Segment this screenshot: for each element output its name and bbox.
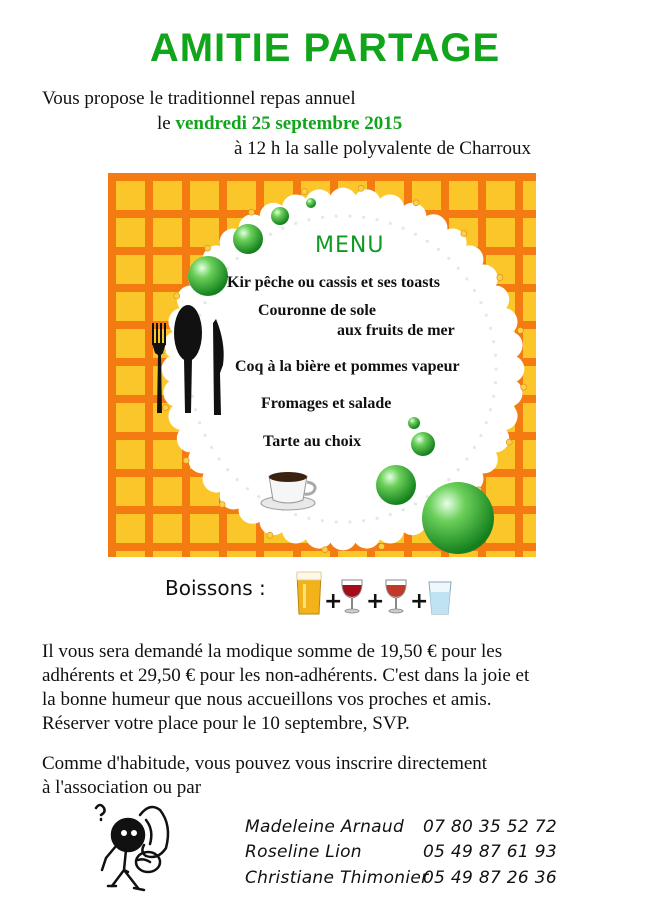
doily-dot [489, 327, 492, 330]
rose-wine-glass-icon [386, 580, 406, 613]
doily-dot [281, 227, 284, 230]
doily-dot [246, 487, 249, 490]
doily-dot [218, 457, 221, 460]
doily-dot [294, 513, 297, 516]
doily-dot [489, 408, 492, 411]
doily-dot [437, 248, 440, 251]
contact-phone: 07 80 35 52 72 [423, 817, 557, 837]
paragraph-line: Il vous sera demandé la modique somme de 19,50 € pour les [42, 641, 503, 662]
contact-name: Madeleine Arnaud [245, 817, 405, 837]
doily-dot [457, 468, 460, 471]
bead [413, 200, 419, 206]
doily-dot [335, 214, 338, 217]
doily-dot [321, 216, 324, 219]
doily-dot [447, 478, 450, 481]
doily-dot [198, 421, 201, 424]
intro-line-2-prefix: le [157, 113, 176, 134]
beer-glass-icon [297, 572, 321, 614]
menu-item: aux fruits de mer [337, 322, 455, 339]
doily-dot [473, 289, 476, 292]
doily-dot [236, 478, 239, 481]
doily-dot [210, 446, 213, 449]
doily-dot [494, 381, 497, 384]
bead [358, 185, 364, 191]
menu-item: Kir pêche ou cassis et ses toasts [227, 274, 441, 291]
doily-dot [257, 495, 260, 498]
bead [219, 501, 225, 507]
menu-item: Coq à la bière et pommes vapeur [235, 358, 460, 375]
doily-dot [389, 513, 392, 516]
paragraph-line: Comme d'habitude, vous pouvez vous inscrire directement [42, 753, 488, 774]
intro-line-2 [157, 113, 402, 135]
plus-sign: + [366, 589, 385, 614]
doily-dot [362, 519, 365, 522]
doily-dot [485, 314, 488, 317]
intro-line-1: Vous propose le traditionnel repas annuel [42, 88, 356, 109]
drinks-icons [293, 570, 493, 620]
plus-sign: + [410, 589, 429, 614]
contact-phone: 05 49 87 26 36 [423, 868, 557, 888]
green-ball-icon [408, 417, 420, 429]
drinks-row [165, 570, 505, 620]
doily-dot [473, 446, 476, 449]
doily-dot [321, 519, 324, 522]
doily-dot [414, 502, 417, 505]
doily-dot [375, 218, 378, 221]
doily-dot [494, 367, 497, 370]
drinks-label: Boissons : [165, 576, 266, 600]
doily-dot [203, 434, 206, 437]
menu-card [108, 173, 536, 557]
bead [506, 439, 512, 445]
water-glass-icon [429, 582, 451, 614]
doily-dot [348, 520, 351, 523]
green-ball-icon [422, 482, 494, 554]
bead [174, 293, 180, 299]
bead [205, 245, 211, 251]
doily-dot [426, 240, 429, 243]
doily-dot [492, 395, 495, 398]
plus-sign: + [324, 589, 343, 614]
menu-item: Fromages et salade [261, 395, 392, 412]
doily-dot [348, 214, 351, 217]
doily-dot [494, 354, 497, 357]
bead [183, 458, 189, 464]
red-wine-glass-icon [342, 580, 362, 613]
doily-dot [402, 227, 405, 230]
doily-dot [375, 517, 378, 520]
bead [461, 231, 467, 237]
contact-phone: 05 49 87 61 93 [423, 842, 557, 862]
doily-dot [335, 520, 338, 523]
doily-dot [414, 233, 417, 236]
doily-dot [203, 301, 206, 304]
bead [497, 274, 503, 280]
green-ball-icon [376, 465, 416, 505]
bead [301, 189, 307, 195]
green-ball-icon [411, 432, 435, 456]
green-ball-icon [233, 224, 263, 254]
doily-dot [465, 457, 468, 460]
doily-dot [307, 218, 310, 221]
bead [163, 405, 169, 411]
green-ball-icon [306, 198, 316, 208]
paragraph-line: Réserver votre place pour le 10 septembre, SVP. [42, 713, 410, 734]
doily-dot [362, 216, 365, 219]
doily-dot [479, 301, 482, 304]
menu-item: Tarte au choix [263, 433, 362, 450]
bead [248, 209, 254, 215]
menu-item: Couronne de sole [258, 302, 376, 319]
doily-dot [402, 508, 405, 511]
green-ball-icon [271, 207, 289, 225]
bead [517, 327, 523, 333]
contact-name: Christiane Thimonier [245, 868, 429, 888]
paragraph-line: adhérents et 29,50 € pour les non-adhérents. C'est dans la joie et [42, 665, 530, 686]
doily-dot [389, 222, 392, 225]
doily-dot [236, 257, 239, 260]
bead [267, 532, 273, 538]
contact-name: Roseline Lion [245, 842, 362, 862]
paragraph-line: la bonne humeur que nous accueillons vos proches et amis. [42, 689, 492, 710]
intro-line-3: à 12 h la salle polyvalente de Charroux [234, 138, 532, 159]
green-ball-icon [188, 256, 228, 296]
doily-dot [226, 468, 229, 471]
event-date: vendredi 25 septembre 2015 [175, 113, 403, 134]
bead [322, 547, 328, 553]
bead [521, 384, 527, 390]
doily-dot [465, 277, 468, 280]
doily-dot [307, 517, 310, 520]
doily-dot [194, 408, 197, 411]
doily-dot [479, 434, 482, 437]
doily-dot [492, 340, 495, 343]
doily-dot [269, 233, 272, 236]
paragraph-line: à l'association ou par [42, 777, 202, 798]
doily-dot [447, 257, 450, 260]
bead [379, 543, 385, 549]
registration-paragraph [42, 752, 642, 800]
pricing-paragraph [42, 640, 642, 736]
phone-man-icon [88, 800, 180, 895]
doily-dot [294, 222, 297, 225]
menu-heading: MENU [315, 233, 385, 258]
doily-dot [485, 421, 488, 424]
doily-dot [457, 267, 460, 270]
flyer-title: AMITIE PARTAGE [149, 26, 501, 70]
